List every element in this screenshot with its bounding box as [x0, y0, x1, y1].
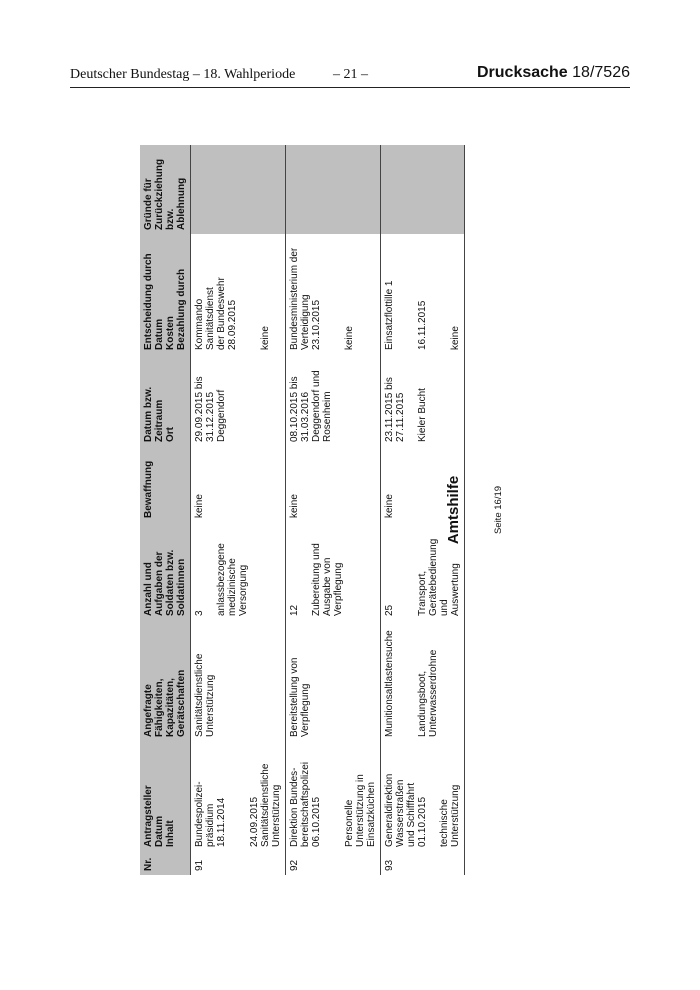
- cell-line: [333, 745, 344, 847]
- cell-line: 28.09.2015: [227, 299, 238, 350]
- cell-line: bzw.: [165, 208, 176, 230]
- cell-line: Unterstützung: [450, 784, 461, 847]
- cell-line: [238, 238, 249, 350]
- cell-line: Munitionsaltlastensuche: [384, 630, 395, 737]
- cell-line: [406, 624, 417, 737]
- cell-line: Bezahlung durch: [176, 268, 187, 350]
- header-document-id: 18/7526: [572, 64, 630, 81]
- cell-line: Antragsteller: [143, 785, 154, 847]
- cell-line: Aufgaben der: [154, 551, 165, 616]
- cell-line: Entscheidung durch: [143, 253, 154, 350]
- cell-line: [249, 238, 260, 350]
- cell-line: keine: [344, 326, 355, 350]
- cell-line: technische: [439, 799, 450, 847]
- cell-line: Ort: [165, 427, 176, 442]
- cell-line: Datum bzw.: [143, 386, 154, 442]
- header-document-label: Drucksache: [476, 64, 568, 81]
- cell-faehigkeiten: [286, 620, 381, 741]
- cell-line: Zubereitung und: [311, 543, 322, 616]
- cell-line: [322, 238, 333, 350]
- section-title: Amtshilfe: [445, 475, 462, 545]
- cell-line: Unterstützung: [271, 784, 282, 847]
- cell-line: 06.10.2015: [311, 796, 322, 847]
- cell-line: [428, 238, 439, 350]
- cell-line: Kommando Sanitätsdienst: [194, 287, 216, 350]
- cell-line: Landungsboot,: [417, 670, 428, 737]
- cell-bewaffnung: keine: [381, 446, 465, 522]
- cell-line: Kapazitäten,: [165, 678, 176, 737]
- cell-line: Bereitstellung von: [289, 657, 300, 737]
- cell-line: [406, 526, 417, 616]
- cell-line: [333, 238, 344, 350]
- cell-line: Bundespolizei-: [194, 781, 205, 847]
- cell-bewaffnung: keine: [191, 446, 286, 522]
- cell-line: Ablehnung: [176, 177, 187, 230]
- cell-line: [300, 526, 311, 616]
- cell-line: anlassbezogene: [216, 543, 227, 616]
- cell-nr: 91: [191, 851, 286, 875]
- cell-gruende: [191, 145, 286, 234]
- cell-line: Deggendorf: [216, 389, 227, 442]
- cell-line: 23.10.2015: [311, 299, 322, 350]
- header-nr: Nr.: [140, 851, 191, 875]
- cell-line: bereitschaftspolizei: [300, 761, 311, 847]
- cell-line: Unterstützung: [205, 674, 216, 737]
- cell-line: 12: [289, 604, 300, 616]
- cell-line: Transport,: [417, 570, 428, 616]
- cell-line: Soldatinnen: [176, 558, 187, 616]
- cell-line: Einsatzküchen: [366, 781, 377, 847]
- cell-datum: [191, 354, 286, 446]
- cell-antragsteller: [286, 741, 381, 851]
- cell-line: [395, 238, 406, 350]
- amtshilfe-table: [140, 145, 465, 875]
- header-rule: [70, 87, 630, 88]
- cell-bewaffnung: keine: [286, 446, 381, 522]
- cell-line: 3: [194, 610, 205, 616]
- cell-line: Sanitätsdienstliche: [260, 763, 271, 847]
- cell-line: Verpflegung: [300, 683, 311, 737]
- header-datum: [140, 354, 191, 446]
- cell-line: Bewaffnung: [143, 460, 154, 518]
- cell-line: Versorgung: [238, 564, 249, 616]
- cell-line: 08.10.2015 bis: [289, 376, 300, 442]
- cell-line: Verpflegung: [333, 562, 344, 616]
- cell-line: 01.10.2015: [417, 796, 428, 847]
- cell-faehigkeiten: [191, 620, 286, 741]
- cell-line: [205, 526, 216, 616]
- cell-line: [322, 745, 333, 847]
- cell-line: Gerätebedienung und: [428, 538, 450, 616]
- cell-line: Zurückziehung: [154, 158, 165, 230]
- table-body: [191, 145, 465, 875]
- rotated-landscape-page: [140, 145, 523, 875]
- header-document-number: [477, 64, 630, 82]
- cell-line: präsidium: [205, 803, 216, 847]
- cell-line: 27.11.2015: [395, 392, 406, 442]
- cell-datum: [286, 354, 381, 446]
- cell-line: Verteidigung: [300, 294, 311, 350]
- cell-line: Einsatzflottille 1: [384, 280, 395, 350]
- header-faehigkeiten: [140, 620, 191, 741]
- cell-line: Anzahl und: [143, 562, 154, 616]
- cell-line: Wasserstraßen: [395, 779, 406, 847]
- cell-line: Gründe für: [143, 178, 154, 230]
- cell-line: keine: [260, 326, 271, 350]
- cell-line: Bundesministerium der: [289, 247, 300, 350]
- cell-line: Rosenheim: [322, 391, 333, 442]
- cell-line: 29.09.2015 bis: [194, 376, 205, 442]
- cell-line: Angefragte Fähigkeiten,: [143, 678, 165, 737]
- cell-nr: 92: [286, 851, 381, 875]
- cell-line: [227, 745, 238, 847]
- cell-line: Unterwasserdrohne: [428, 649, 439, 737]
- cell-anzahl: [191, 522, 286, 620]
- cell-antragsteller: [191, 741, 286, 851]
- cell-line: 25: [384, 604, 395, 616]
- cell-line: 18.11.2014: [216, 797, 227, 847]
- cell-entscheidung: [191, 234, 286, 354]
- table-row: [286, 145, 381, 875]
- cell-line: Unterstützung in: [355, 774, 366, 847]
- header-entscheidung: [140, 234, 191, 354]
- cell-anzahl: [286, 522, 381, 620]
- table-row: [191, 145, 286, 875]
- header-parliament: Deutscher Bundestag – 18. Wahlperiode: [70, 67, 296, 82]
- cell-line: Datum: [154, 815, 165, 847]
- cell-line: Zeitraum: [154, 399, 165, 442]
- header-antragsteller: [140, 741, 191, 851]
- cell-line: 31.12.2015: [205, 391, 216, 442]
- cell-line: Personelle: [344, 799, 355, 847]
- cell-line: 31.03.2016: [300, 391, 311, 442]
- cell-line: keine: [450, 326, 461, 350]
- cell-line: Gerätschaften: [176, 669, 187, 737]
- cell-line: Kosten: [165, 316, 176, 350]
- cell-line: Inhalt: [165, 820, 176, 847]
- cell-line: Deggendorf und: [311, 370, 322, 442]
- header-page-number: – 21 –: [333, 67, 368, 82]
- cell-entscheidung: [286, 234, 381, 354]
- cell-line: [406, 358, 417, 442]
- cell-line: 24.09.2015: [249, 796, 260, 847]
- cell-line: [395, 624, 406, 737]
- cell-line: 16.11.2015: [417, 300, 428, 350]
- page-footer-number: Seite 16/19: [493, 485, 504, 535]
- header-gruende: [140, 145, 191, 234]
- cell-line: Datum: [154, 318, 165, 350]
- cell-line: Soldaten bzw.: [165, 549, 176, 616]
- cell-line: Ausgabe von: [322, 557, 333, 616]
- cell-nr: 93: [381, 851, 465, 875]
- cell-line: 23.11.2015 bis: [384, 377, 395, 442]
- cell-line: [406, 238, 417, 350]
- cell-line: [428, 745, 439, 847]
- cell-line: [395, 526, 406, 616]
- table-header-row: [140, 145, 191, 875]
- cell-line: Kieler Bucht: [417, 388, 428, 442]
- cell-line: Generaldirektion: [384, 773, 395, 847]
- cell-line: Sanitätsdienstliche: [194, 653, 205, 737]
- cell-gruende: [286, 145, 381, 234]
- cell-line: Auswertung: [450, 563, 461, 616]
- cell-line: Direktion Bundes-: [289, 767, 300, 847]
- cell-line: der Bundeswehr: [216, 277, 227, 350]
- cell-line: [238, 745, 249, 847]
- cell-line: und Schifffahrt: [406, 782, 417, 847]
- page-header: [70, 64, 630, 86]
- header-anzahl: [140, 522, 191, 620]
- header-bewaffnung: [140, 446, 191, 522]
- cell-line: medizinische: [227, 558, 238, 616]
